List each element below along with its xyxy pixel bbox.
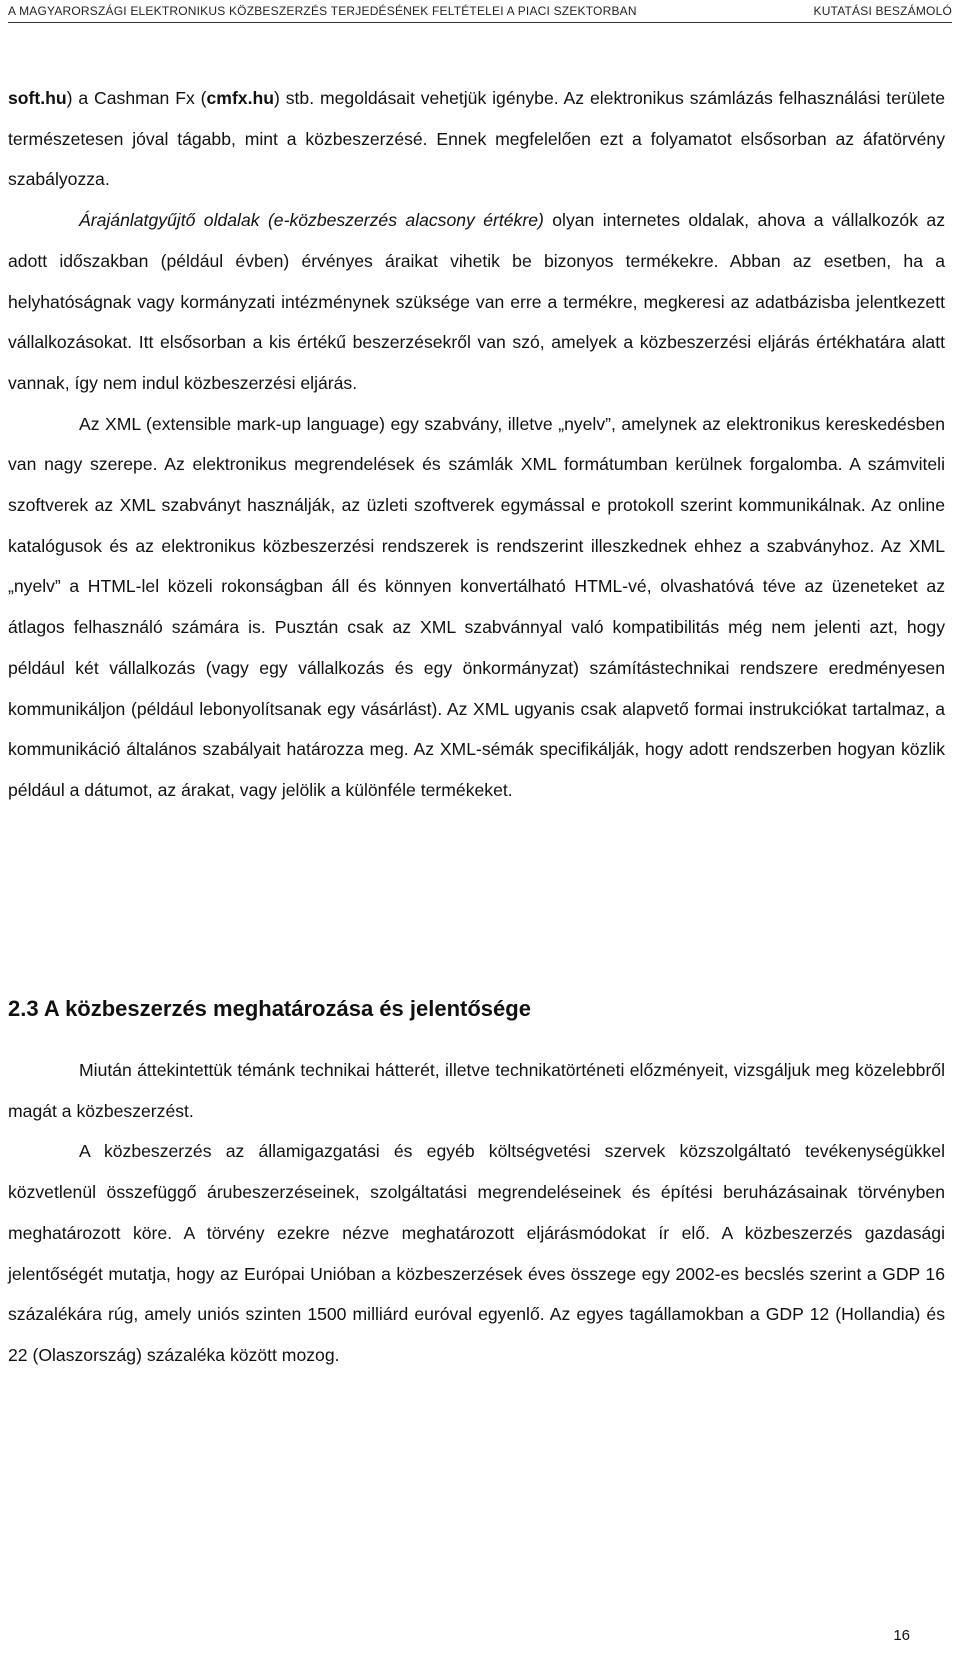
italic-term: Árajánlatgyűjtő oldalak (e-közbeszerzés alacsony értékre) <box>79 210 544 231</box>
header-report-type: KUTATÁSI BESZÁMOLÓ <box>813 4 952 18</box>
paragraph-text: ) a Cashman Fx ( <box>66 88 207 108</box>
paragraph-procurement-definition: A közbeszerzés az államigazgatási és egyéb költségvetési szervek közszolgáltató tevékenységükkel közvetlenül összefüggő árubeszerzéseinek, szolgáltatási megrendeléseinek és építési beruházásainak törvényben meghatározott köre. A törvény ezekre nézve meghatározott eljárásmódokat ír elő. A közbeszerzés gazdasági jelentőségét mutatja, hogy az Európai Unióban a közbeszerzések éves összege egy 2002-es becslés szerint a GDP 16 százalékára rúg, amely uniós szinten 1500 milliárd euróval egyenlő. Az egyes tagállamokban a GDP 12 (Hollandia) és 22 (Olaszország) százaléka között mozog. <box>8 1141 945 1365</box>
running-header <box>8 2 952 22</box>
page-number: 16 <box>893 1627 910 1644</box>
paragraph-price-quote-sites <box>8 200 945 404</box>
paragraph-einvoicing <box>8 78 945 200</box>
paragraph-text: ) stb. megoldásait vehetjük igénybe. Az elektronikus számlázás felhasználási területe természetesen jóval tágabb, mint a közbeszerzésé. Ennek megfelelően ezt a folyamatot elsősorban az áfatörvény szabályozza. <box>8 88 945 190</box>
section-body <box>8 1050 945 1376</box>
paragraph-xml: Az XML (extensible mark-up language) egy szabvány, illetve „nyelv”, amelynek az elektronikus kereskedésben van nagy szerepe. Az elektronikus megrendelések és számlák XML formátumban kerülnek forgalomba. A számviteli szoftverek az XML szabványt használják, az üzleti szoftverek egymással e protokoll szerint kommunikálnak. Az online katalógusok és az elektronikus közbeszerzési rendszerek is rendszerint illeszkednek ehhez a szabványhoz. Az XML „nyelv” a HTML-lel közeli rokonságban áll és könnyen konvertálható HTML-vé, olvashatóvá téve az üzeneteket az átlagos felhasználó számára is. Pusztán csak az XML szabvánnyal való kompatibilitás még nem jelenti azt, hogy például két vállalkozás (vagy egy vállalkozás és egy önkormányzat) számítástechnikai rendszere eredményesen kommunikáljon (például lebonyolítsanak egy vásárlást). Az XML ugyanis csak alapvető formai instrukciókat tartalmaz, a kommunikáció általános szabályait határozza meg. Az XML-sémák specifikálják, hogy adott rendszerben hogyan közlik például a dátumot, az árakat, vagy jelölik a különféle termékeket. <box>8 413 945 800</box>
bold-domain-2: cmfx.hu <box>206 88 274 108</box>
section-heading: 2.3 A közbeszerzés meghatározása és jelentősége <box>8 996 531 1021</box>
body-text <box>8 78 945 811</box>
header-rule <box>8 22 952 23</box>
header-title: A MAGYARORSZÁGI ELEKTRONIKUS KÖZBESZERZÉS TERJEDÉSÉNEK FELTÉTELEI A PIACI SZEKTORBAN <box>8 4 637 18</box>
paragraph-intro: Miután áttekintettük témánk technikai hátterét, illetve technikatörténeti előzményeit, vizsgáljuk meg közelebbről magát a közbeszerzést. <box>8 1060 945 1121</box>
paragraph-text: olyan internetes oldalak, ahova a vállalkozók az adott időszakban (például évben) érvényes áraikat vihetik be bizonyos termékekre. Abban az esetben, ha a helyhatóságnak vagy kormányzati intézménynek szüksége van erre a termékre, megkeresi az adatbázisba jelentkezett vállalkozásokat. Itt elsősorban a kis értékű beszerzésekről van szó, amelyek a közbeszerzési eljárás értékhatára alatt vannak, így nem indul közbeszerzési eljárás. <box>8 210 945 393</box>
bold-domain-1: soft.hu <box>8 88 67 108</box>
